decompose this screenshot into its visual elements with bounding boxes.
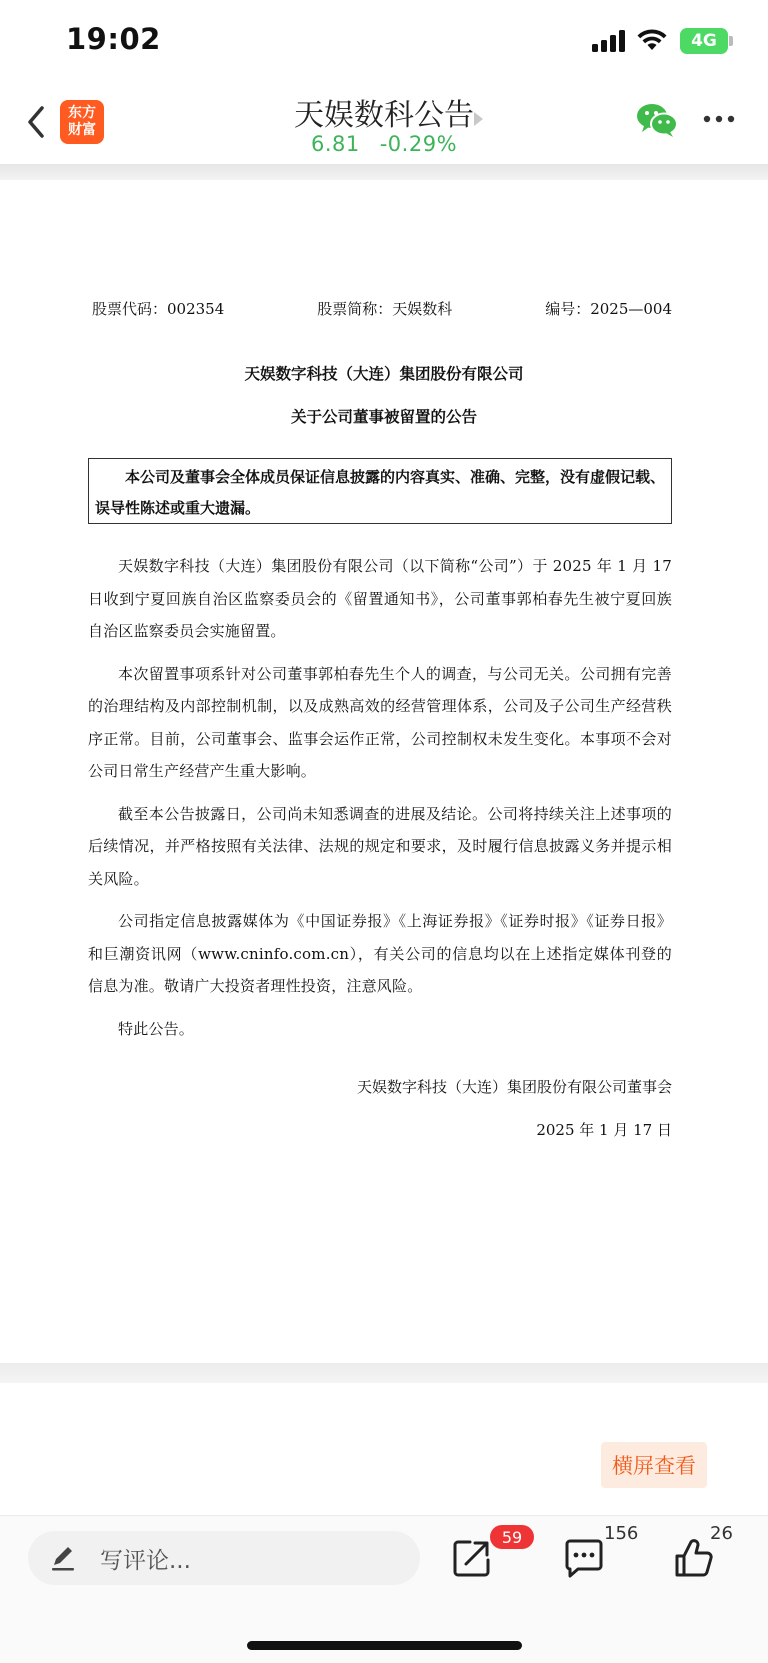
announcement-body [88, 550, 672, 1055]
title-arrow-icon[interactable] [474, 112, 483, 126]
announcement-document[interactable] [0, 180, 768, 1363]
paragraph: 公司指定信息披露媒体为《中国证券报》《上海证券报》《证券时报》《证券日报》和巨潮资讯网（www.cninfo.com.cn），有关公司的信息均以在上述指定媒体刊登的信息为准。敬请广大投资者理性投资，注意风险。 [88, 912, 672, 995]
more-icon[interactable] [702, 112, 736, 126]
stock-price: 6.81 [310, 132, 360, 156]
comment-count: 156 [604, 1523, 639, 1544]
share-icon[interactable] [450, 1536, 494, 1580]
status-bar [0, 0, 768, 84]
pen-icon [48, 1543, 78, 1573]
stock-code: 股票代码：002354 [92, 300, 225, 318]
comment-placeholder: 写评论... [100, 1547, 191, 1574]
doc-meta [92, 298, 672, 319]
paragraph: 本次留置事项系针对公司董事郭柏春先生个人的调查，与公司无关。公司拥有完善的治理结构及内部控制机制，以及成熟高效的经营管理体系，公司及子公司生产经营秩序正常。目前，公司董事会、监事会运作正常，公司控制权未发生变化。本事项不会对公司日常生产经营产生重大影响。 [88, 664, 672, 780]
logo-line-1: 东方 [68, 105, 96, 121]
like-count: 26 [710, 1523, 733, 1544]
status-time: 19:02 [66, 22, 161, 56]
stock-name: 股票简称：天娱数科 [317, 300, 453, 318]
wifi-icon [636, 28, 668, 52]
share-badge: 59 [490, 1525, 534, 1549]
home-indicator[interactable] [247, 1641, 522, 1650]
company-name: 天娱数字科技（大连）集团股份有限公司 [244, 364, 524, 383]
announcement-date: 2025 年 1 月 17 日 [536, 1121, 672, 1139]
wechat-icon[interactable] [636, 102, 678, 138]
battery-nub [729, 36, 733, 46]
header [0, 84, 768, 164]
header-divider [0, 164, 768, 180]
comment-icon[interactable] [562, 1536, 606, 1580]
paragraph: 特此公告。 [118, 1019, 195, 1038]
paragraph: 截至本公告披露日，公司尚未知悉调查的进展及结论。公司将持续关注上述事项的后续情况，并严格按照有关法律、法规的规定和要求，及时履行信息披露义务并提示相关风险。 [88, 804, 672, 888]
landscape-view-button[interactable]: 横屏查看 [601, 1442, 707, 1488]
network-label: 4G [691, 31, 717, 51]
cellular-signal-icon [592, 30, 628, 52]
page-title: 天娱数科公告 [294, 98, 474, 133]
announcement-title: 关于公司董事被留置的公告 [290, 407, 477, 426]
serial-number: 编号：2025—004 [545, 300, 672, 318]
signature: 天娱数字科技（大连）集团股份有限公司董事会 [356, 1078, 672, 1096]
document-divider [0, 1363, 768, 1383]
battery-indicator [680, 28, 728, 54]
logo-line-2: 财富 [68, 122, 96, 138]
comment-input[interactable] [28, 1531, 420, 1585]
disclaimer-box: 本公司及董事会全体成员保证信息披露的内容真实、准确、完整，没有虚假记载、误导性陈述或重大遗漏。 [88, 458, 672, 524]
stock-change: -0.29% [379, 132, 458, 156]
paragraph: 天娱数字科技（大连）集团股份有限公司（以下简称“公司”）于 2025 年 1 月 17 日收到宁夏回族自治区监察委员会的《留置通知书》，公司董事郭柏春先生被宁夏回族自治区监察委员会实施留置。 [88, 557, 672, 640]
